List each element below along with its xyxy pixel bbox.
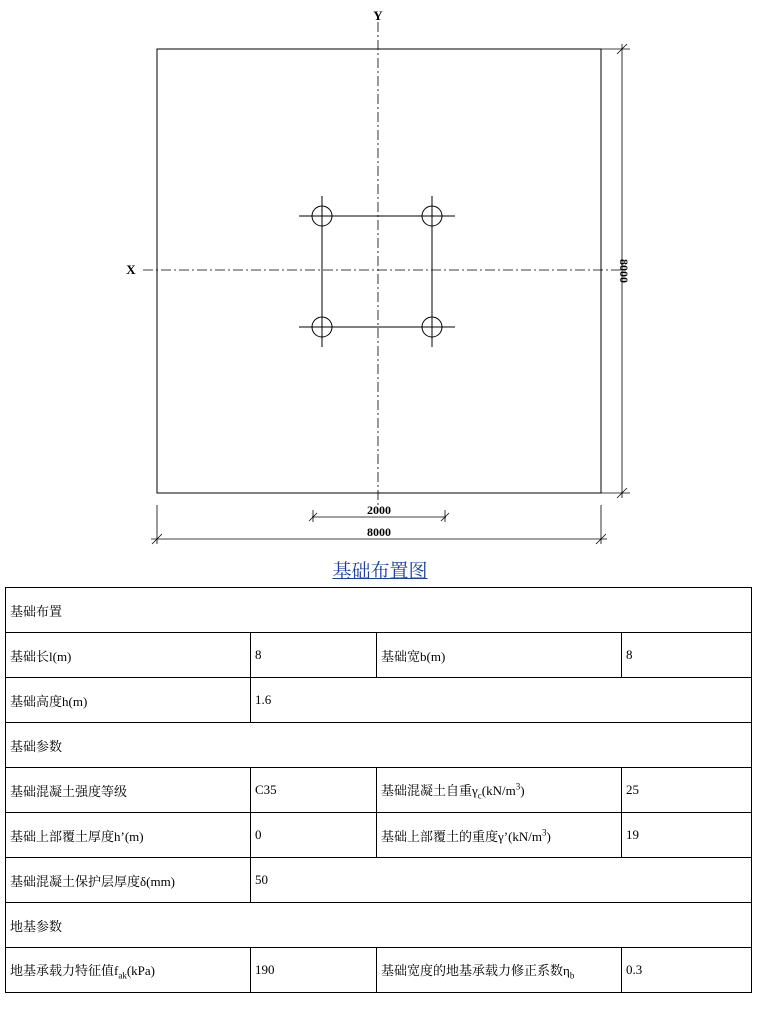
table-row xyxy=(6,768,752,813)
concrete-weight-value: 25 xyxy=(622,768,752,813)
concrete-grade-value: C35 xyxy=(251,768,377,813)
axis-y-label: Y xyxy=(373,8,383,23)
dim-bottom-label: 8000 xyxy=(367,525,391,539)
foundation-outline xyxy=(157,49,601,493)
width-correction-label: 基础宽度的地基承载力修正系数$\eta_b$ xyxy=(377,948,622,993)
dim-right-label: 8000 xyxy=(617,259,631,283)
dimension-right xyxy=(601,44,631,498)
width-value: 8 xyxy=(622,633,752,678)
table-row xyxy=(6,813,752,858)
table-row xyxy=(6,588,752,633)
length-label: 基础长l(m) xyxy=(6,633,251,678)
bearing-capacity-value: 190 xyxy=(251,948,377,993)
pile-top-right xyxy=(409,196,455,236)
pile-bottom-right xyxy=(409,307,455,347)
protective-layer-value: 50 xyxy=(251,858,752,903)
table-row xyxy=(6,678,752,723)
table-row xyxy=(6,723,752,768)
cover-weight-value: 19 xyxy=(622,813,752,858)
table-row xyxy=(6,903,752,948)
cover-thickness-value: 0 xyxy=(251,813,377,858)
pile-bottom-left xyxy=(299,307,345,347)
dim-inner-label: 2000 xyxy=(367,503,391,517)
width-correction-value: 0.3 xyxy=(622,948,752,993)
section-header-ground: 地基参数 xyxy=(6,903,752,948)
table-row xyxy=(6,858,752,903)
height-value: 1.6 xyxy=(251,678,752,723)
pile-group xyxy=(299,196,455,347)
axis-x-label: X xyxy=(126,262,136,277)
dimension-inner xyxy=(309,503,449,522)
pile-top-left xyxy=(299,196,345,236)
cover-weight-label: 基础上部覆土的重度$\gamma’(kN/m^3)$ xyxy=(377,813,622,858)
table-row xyxy=(6,948,752,993)
width-label: 基础宽b(m) xyxy=(377,633,622,678)
section-header-layout: 基础布置 xyxy=(6,588,752,633)
protective-layer-label: 基础混凝土保护层厚度δ(mm) xyxy=(6,858,251,903)
length-value: 8 xyxy=(251,633,377,678)
height-label: 基础高度h(m) xyxy=(6,678,251,723)
cover-thickness-label: 基础上部覆土厚度h’(m) xyxy=(6,813,251,858)
concrete-grade-label: 基础混凝土强度等级 xyxy=(6,768,251,813)
parameter-table xyxy=(5,587,752,993)
table-row xyxy=(6,633,752,678)
concrete-weight-label: 基础混凝土自重$\gamma_c(kN/m^3)$ xyxy=(377,768,622,813)
bearing-capacity-label: 地基承载力特征值$f_{ak}(kPa)$ xyxy=(6,948,251,993)
section-header-params: 基础参数 xyxy=(6,723,752,768)
drawing-caption[interactable]: 基础布置图 xyxy=(332,561,428,582)
